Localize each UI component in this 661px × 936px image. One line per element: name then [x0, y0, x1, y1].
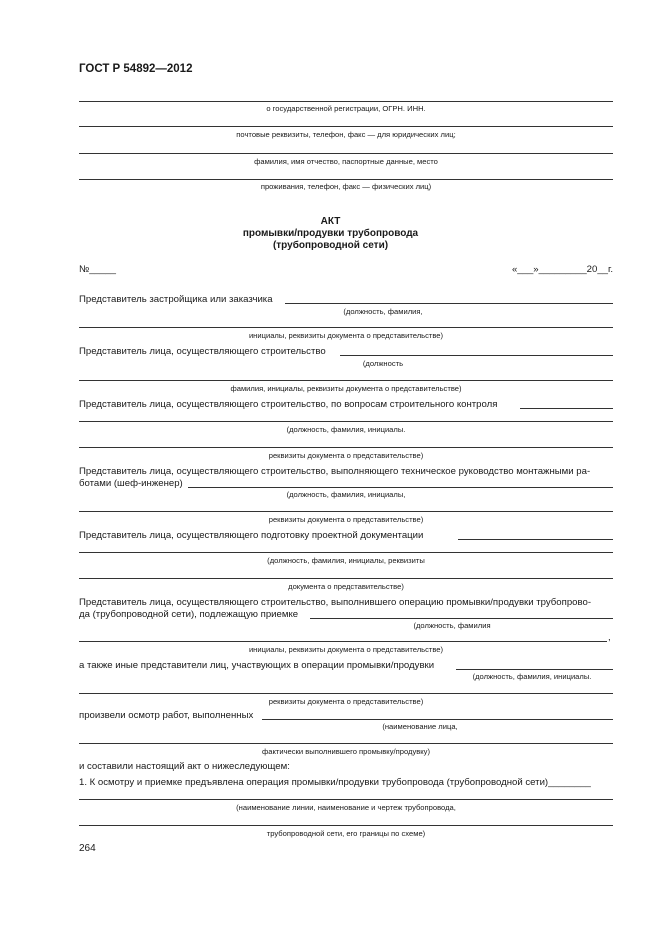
act-title: АКТ — [320, 216, 341, 227]
caption: (наименование лица, — [382, 722, 458, 731]
caption: реквизиты документа о представительстве) — [268, 697, 424, 706]
fill-line — [79, 641, 607, 642]
act-date: «___»_________20__г. — [511, 264, 613, 275]
page-number: 264 — [79, 843, 96, 854]
caption: фамилия, инициалы, реквизиты документа о представительстве) — [230, 384, 462, 393]
fill-line — [79, 179, 613, 180]
caption: (должность, фамилия, инициалы. — [286, 425, 406, 434]
caption: о государственной регистрации, ОГРН. ИНН. — [266, 104, 426, 113]
caption: (должность, фамилия, — [343, 307, 423, 316]
caption: реквизиты документа о представительстве) — [268, 515, 424, 524]
field-label-executor: Представитель лица, осуществляющего строительство, выполнившего операцию промывки/продувки трубопрово- — [79, 597, 592, 608]
fill-line — [79, 380, 613, 381]
caption: (должность, фамилия, инициалы. — [472, 672, 592, 681]
act-number: №_____ — [79, 264, 116, 275]
act-subtitle-2: (трубопроводной сети) — [272, 240, 389, 251]
caption: почтовые реквизиты, телефон, факс — для юридических лиц; — [236, 130, 456, 139]
fill-line — [79, 743, 613, 744]
fill-line — [79, 126, 613, 127]
fill-line — [79, 447, 613, 448]
field-label-designer: Представитель лица, осуществляющего подготовку проектной документации — [79, 530, 424, 541]
caption: (должность, фамилия, инициалы, реквизиты — [267, 556, 425, 565]
caption: (должность, фамилия, инициалы, — [286, 490, 406, 499]
fill-line — [456, 669, 613, 670]
conclusion-item-1: 1. К осмотру и приемке предъявлена операция промывки/продувки трубопровода (трубопроводной сети)________ — [79, 777, 591, 788]
field-label-inspection: произвели осмотр работ, выполненных — [79, 710, 254, 721]
fill-line — [79, 153, 613, 154]
caption: проживания, телефон, факс — физических лиц) — [260, 182, 432, 191]
caption: (наименование линии, наименование и чертеж трубопровода, — [236, 803, 456, 812]
fill-line — [262, 719, 613, 720]
caption: (должность — [362, 359, 404, 368]
field-label-executor-2: да (трубопроводной сети), подлежащую приемке — [79, 609, 299, 620]
document-code: ГОСТ Р 54892—2012 — [79, 63, 193, 75]
fill-line — [79, 327, 613, 328]
fill-line — [79, 511, 613, 512]
fill-line — [79, 693, 613, 694]
fill-line — [79, 101, 613, 102]
fill-line — [310, 618, 613, 619]
conclusion-intro: и составили настоящий акт о нижеследующем: — [79, 761, 290, 772]
fill-line — [79, 552, 613, 553]
field-label-others: а также иные представители лиц, участвующих в операции промывки/продувки — [79, 660, 435, 671]
field-label-chief-engineer: Представитель лица, осуществляющего строительство, выполняющего техническое руководство монтажными ра- — [79, 466, 591, 477]
caption: реквизиты документа о представительстве) — [268, 451, 424, 460]
comma: , — [608, 632, 611, 643]
fill-line — [79, 799, 613, 800]
fill-line — [79, 421, 613, 422]
caption: трубопроводной сети, его границы по схеме) — [266, 829, 426, 838]
fill-line — [285, 303, 613, 304]
caption: инициалы, реквизиты документа о представительстве) — [248, 331, 444, 340]
fill-line — [79, 825, 613, 826]
caption: фамилия, имя отчество, паспортные данные, место — [254, 157, 438, 166]
fill-line — [340, 355, 613, 356]
caption: (должность, фамилия — [413, 621, 491, 630]
fill-line — [188, 487, 613, 488]
field-label-chief-engineer-2: ботами (шеф-инженер) — [79, 478, 183, 489]
caption: документа о представительстве) — [288, 582, 404, 591]
fill-line — [79, 578, 613, 579]
fill-line — [520, 408, 613, 409]
caption: инициалы, реквизиты документа о представительстве) — [248, 645, 444, 654]
caption: фактически выполнившего промывку/продувку) — [261, 747, 431, 756]
field-label-construction-control: Представитель лица, осуществляющего строительство, по вопросам строительного контроля — [79, 399, 498, 410]
field-label-builder: Представитель лица, осуществляющего строительство — [79, 346, 326, 357]
field-label-customer: Представитель застройщика или заказчика — [79, 294, 273, 305]
act-subtitle: промывки/продувки трубопровода — [242, 228, 419, 239]
fill-line — [458, 539, 613, 540]
